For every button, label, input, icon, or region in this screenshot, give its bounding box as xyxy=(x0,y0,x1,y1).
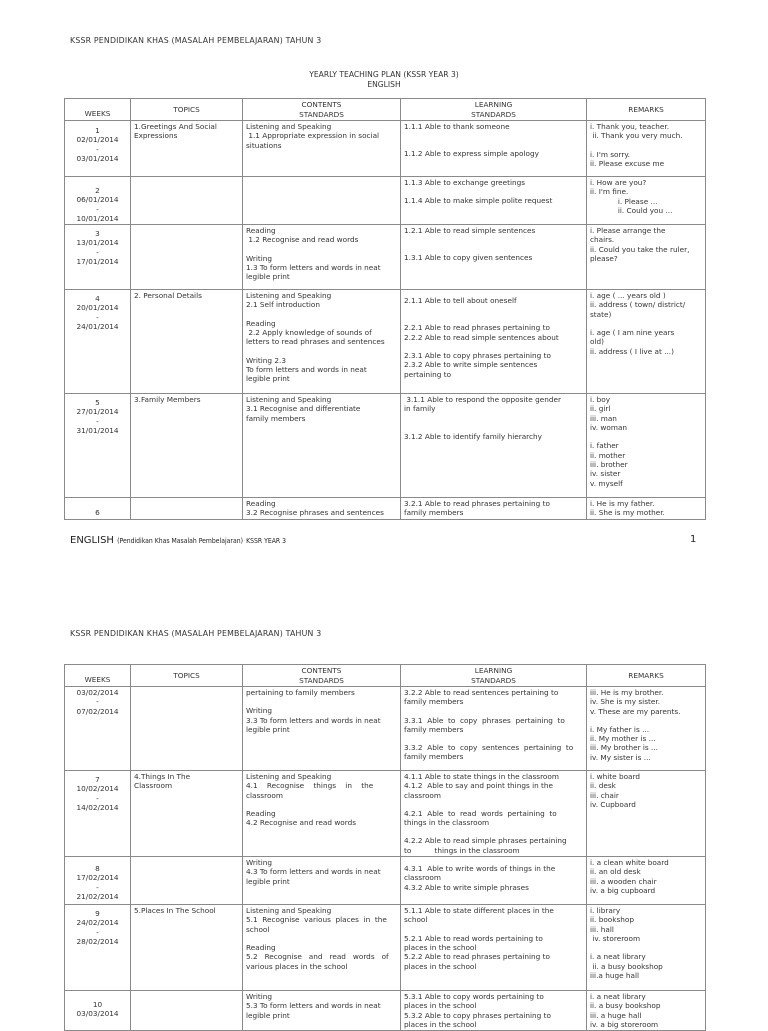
col-weeks: WEEKS xyxy=(65,99,131,121)
col-learning: LEARNING STANDARDS xyxy=(401,665,587,687)
col-remarks: REMARKS xyxy=(587,665,706,687)
col-topics: TOPICS xyxy=(131,99,243,121)
topic-cell xyxy=(131,177,243,225)
page-header: KSSR PENDIDIKAN KHAS (MASALAH PEMBELAJARAN) TAHUN 3 xyxy=(70,36,322,45)
teaching-plan-table xyxy=(64,664,706,1031)
learning-cell: 5.3.1 Able to copy words pertaining to places in the school 5.3.2 Able to copy phrases pertaining to places in the school xyxy=(401,991,587,1031)
content-cell: Writing 4.3 To form letters and words in neat legible print xyxy=(243,857,401,905)
week-cell: 4 20/01/2014 - 24/01/2014 xyxy=(65,290,131,394)
learning-cell: 1.1.1 Able to thank someone 1.1.2 Able to express simple apology xyxy=(401,121,587,177)
remarks-cell: i. library ii. bookshop iii. hall iv. storeroom i. a neat library ii. a busy bookshop iii.a huge hall xyxy=(587,905,706,991)
table-row xyxy=(65,177,706,225)
table-row xyxy=(65,991,706,1031)
page-number: 1 xyxy=(690,534,697,545)
learning-cell: 4.3.1 Able to write words of things in the classroom 4.3.2 Able to write simple phrases xyxy=(401,857,587,905)
page-footer xyxy=(70,535,286,546)
page-2 xyxy=(0,560,768,1029)
col-topics: TOPICS xyxy=(131,665,243,687)
learning-cell: 4.1.1 Able to state things in the classroom 4.1.2 Able to say and point things in the classroom 4.2.1 Able to read words pertaining to things in the classroom 4.2.2 Able to read simple phrases pertaining to things in the classroom xyxy=(401,771,587,857)
col-weeks: WEEKS xyxy=(65,665,131,687)
topic-cell xyxy=(131,991,243,1031)
week-cell: 2 06/01/2014 - 10/01/2014 xyxy=(65,177,131,225)
content-cell: Reading 3.2 Recognise phrases and sentences xyxy=(243,498,401,520)
remarks-cell: i. boy ii. girl iii. man iv. woman i. father ii. mother iii. brother iv. sister v. myself xyxy=(587,394,706,498)
week-cell: 03/02/2014 - 07/02/2014 xyxy=(65,687,131,771)
col-remarks: REMARKS xyxy=(587,99,706,121)
content-cell: Listening and Speaking 3.1 Recognise and differentiate family members xyxy=(243,394,401,498)
learning-cell: 2.1.1 Able to tell about oneself 2.2.1 Able to read phrases pertaining to 2.2.2 Able to read simple sentences about 2.3.1 Able to copy phrases pertaining to 2.3.2 Able to write simple sentences pertaining to xyxy=(401,290,587,394)
document-title xyxy=(0,70,768,90)
week-cell: 5 27/01/2014 - 31/01/2014 xyxy=(65,394,131,498)
title-line: YEARLY TEACHING PLAN (KSSR YEAR 3) xyxy=(309,70,459,79)
remarks-cell: i. age ( ... years old ) ii. address ( town/ district/ state) i. age ( I am nine years old) ii. address ( I live at ...) xyxy=(587,290,706,394)
remarks-cell: i. He is my father. ii. She is my mother. xyxy=(587,498,706,520)
learning-cell: 3.1.1 Able to respond the opposite gender in family 3.1.2 Able to identify family hierarchy xyxy=(401,394,587,498)
table-row xyxy=(65,857,706,905)
subject-line: ENGLISH xyxy=(367,80,401,89)
page-header: KSSR PENDIDIKAN KHAS (MASALAH PEMBELAJARAN) TAHUN 3 xyxy=(70,629,322,638)
week-cell: 8 17/02/2014 - 21/02/2014 xyxy=(65,857,131,905)
week-cell: 7 10/02/2014 - 14/02/2014 xyxy=(65,771,131,857)
content-cell: Writing 5.3 To form letters and words in neat legible print xyxy=(243,991,401,1031)
content-cell: Listening and Speaking 2.1 Self introduction Reading 2.2 Apply knowledge of sounds of letters to read phrases and sentences Writing 2.3 To form letters and words in neat legible print xyxy=(243,290,401,394)
content-cell: Listening and Speaking 5.1 Recognise various places in the school Reading 5.2 Recognise and read words of various places in the school xyxy=(243,905,401,991)
topic-cell xyxy=(131,687,243,771)
table-row xyxy=(65,687,706,771)
learning-cell: 1.2.1 Able to read simple sentences 1.3.1 Able to copy given sentences xyxy=(401,225,587,290)
week-cell: 9 24/02/2014 - 28/02/2014 xyxy=(65,905,131,991)
table-row xyxy=(65,498,706,520)
learning-cell: 5.1.1 Able to state different places in the school 5.2.1 Able to read words pertaining to places in the school 5.2.2 Able to read phrases pertaining to places in the school xyxy=(401,905,587,991)
week-cell: 6 xyxy=(65,498,131,520)
week-cell: 3 13/01/2014 - 17/01/2014 xyxy=(65,225,131,290)
table-row xyxy=(65,290,706,394)
topic-cell: 5.Places In The School xyxy=(131,905,243,991)
learning-cell: 3.2.2 Able to read sentences pertaining to family members 3.3.1 Able to copy phrases pertaining to family members 3.3.2 Able to copy sentences pertaining to family members xyxy=(401,687,587,771)
remarks-cell: i. a neat library ii. a busy bookshop iii. a huge hall iv. a big storeroom xyxy=(587,991,706,1031)
table-row xyxy=(65,121,706,177)
table-row xyxy=(65,394,706,498)
learning-cell: 1.1.3 Able to exchange greetings 1.1.4 Able to make simple polite request xyxy=(401,177,587,225)
table-row xyxy=(65,905,706,991)
topic-cell: 1.Greetings And Social Expressions xyxy=(131,121,243,177)
content-cell: Listening and Speaking 4.1 Recognise things in the classroom Reading 4.2 Recognise and read words xyxy=(243,771,401,857)
table-header-row xyxy=(65,665,706,687)
remarks-cell: i. Please arrange the chairs. ii. Could you take the ruler, please? xyxy=(587,225,706,290)
learning-cell: 3.2.1 Able to read phrases pertaining to family members xyxy=(401,498,587,520)
remarks-cell: iii. He is my brother. iv. She is my sister. v. These are my parents. i. My father is ... ii. My mother is ... iii. My brother is ... iv. My sister is ... xyxy=(587,687,706,771)
table-header-row xyxy=(65,99,706,121)
remarks-cell: i. a clean white board ii. an old desk iii. a wooden chair iv. a big cupboard xyxy=(587,857,706,905)
col-learning: LEARNING STANDARDS xyxy=(401,99,587,121)
remarks-cell: i. How are you? ii. I'm fine. i. Please ... ii. Could you ... xyxy=(587,177,706,225)
week-cell: 1 02/01/2014 - 03/01/2014 xyxy=(65,121,131,177)
table-row xyxy=(65,225,706,290)
topic-cell xyxy=(131,857,243,905)
topic-cell xyxy=(131,225,243,290)
remarks-cell: i. white board ii. desk iii. chair iv. Cupboard xyxy=(587,771,706,857)
topic-cell: 3.Family Members xyxy=(131,394,243,498)
col-contents: CONTENTS STANDARDS xyxy=(243,665,401,687)
week-cell: 10 03/03/2014 xyxy=(65,991,131,1031)
content-cell: Listening and Speaking 1.1 Appropriate expression in social situations xyxy=(243,121,401,177)
remarks-cell: i. Thank you, teacher. ii. Thank you very much. i. I'm sorry. ii. Please excuse me xyxy=(587,121,706,177)
table-row xyxy=(65,771,706,857)
content-cell: pertaining to family members Writing 3.3 To form letters and words in neat legible print xyxy=(243,687,401,771)
footer-subject: ENGLISH xyxy=(70,535,114,546)
topic-cell xyxy=(131,498,243,520)
teaching-plan-table xyxy=(64,98,706,520)
footer-subtitle: (Pendidikan Khas Masalah Pembelajaran) xyxy=(117,537,243,545)
topic-cell: 4.Things In The Classroom xyxy=(131,771,243,857)
col-contents: CONTENTS STANDARDS xyxy=(243,99,401,121)
content-cell: Reading 1.2 Recognise and read words Writing 1.3 To form letters and words in neat legible print xyxy=(243,225,401,290)
topic-cell: 2. Personal Details xyxy=(131,290,243,394)
footer-year: KSSR YEAR 3 xyxy=(246,537,286,545)
content-cell xyxy=(243,177,401,225)
